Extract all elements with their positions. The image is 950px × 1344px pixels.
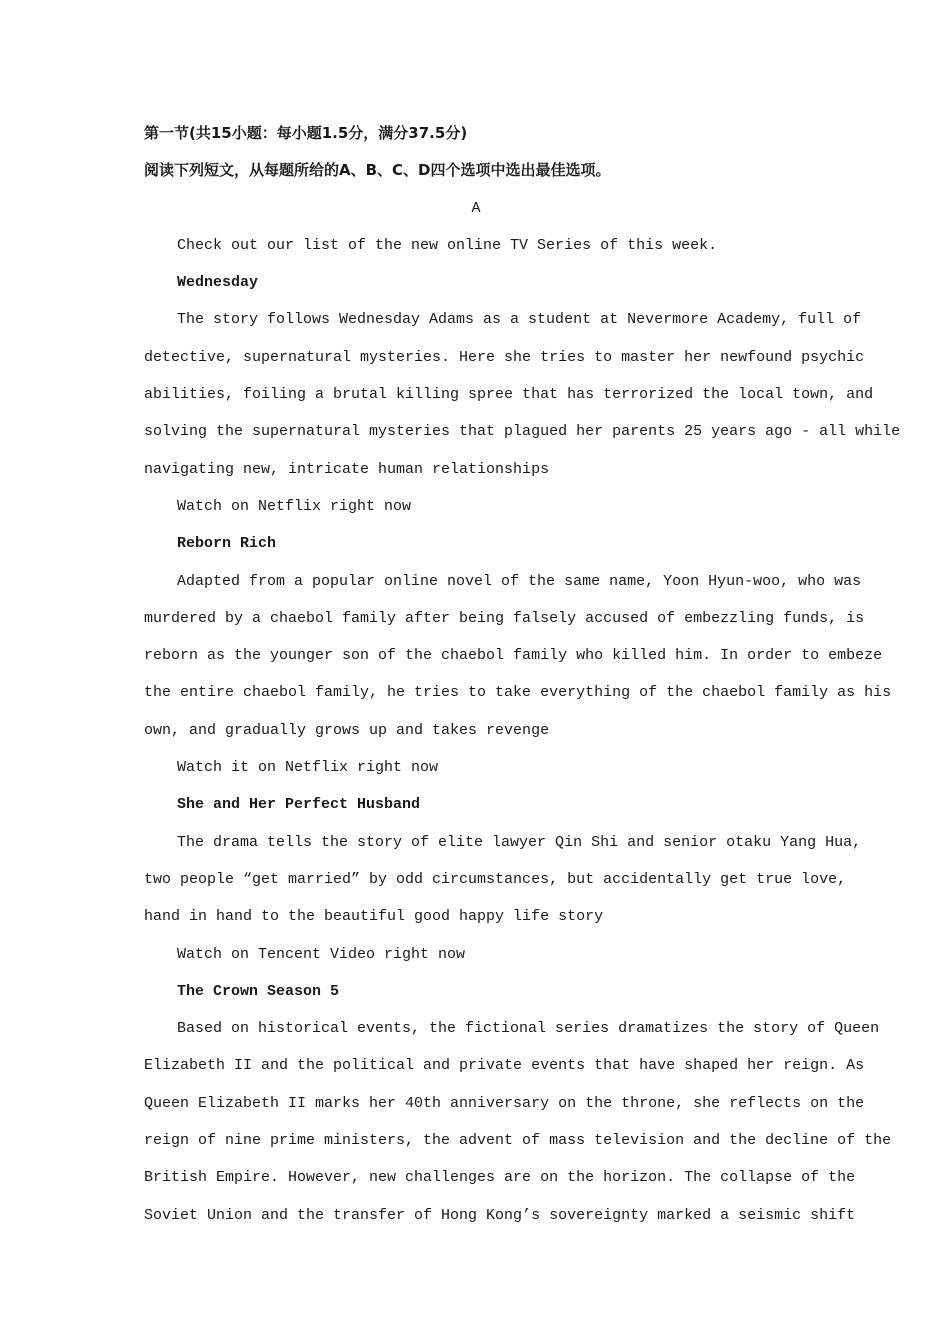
instructions: 阅读下列短文，从每题所给的A、B、C、D四个选项中选出最佳选项。 <box>144 161 611 180</box>
watch-note: Watch it on Netflix right now <box>177 759 439 777</box>
document-page <box>144 115 901 1234</box>
passage-label: A <box>471 199 481 217</box>
show-description-line: Queen Elizabeth II marks her 40th anniversary on the throne, she reflects on the <box>144 1094 865 1112</box>
watch-note: Watch on Netflix right now <box>177 497 412 515</box>
show-description-line: Elizabeth II and the political and private events that have shaped her reign. As <box>144 1057 865 1075</box>
intro-text: Check out our list of the new online TV Series of this week. <box>177 236 718 254</box>
show-description-line: reign of nine prime ministers, the advent of mass television and the decline of the <box>144 1132 892 1150</box>
show-description-line: British Empire. However, new challenges are on the horizon. The collapse of the <box>144 1169 856 1187</box>
show-description-line: detective, supernatural mysteries. Here she tries to master her newfound psychic <box>144 348 865 366</box>
show-description-line: two people “get married” by odd circumstances, but accidentally get true love, <box>144 870 847 888</box>
show-title: Wednesday <box>177 274 259 292</box>
show-description-line: hand in hand to the beautiful good happy life story <box>144 908 604 926</box>
show-description-line: Adapted from a popular online novel of the same name, Yoon Hyun-woo, who was <box>177 572 862 590</box>
show-description-line: abilities, foiling a brutal killing spree that has terrorized the local town, and <box>144 386 874 404</box>
show-title: The Crown Season 5 <box>177 982 340 1000</box>
section-header: 第一节(共15小题：每小题1.5分，满分37.5分) <box>144 124 468 142</box>
show-description-line: Based on historical events, the fictional series dramatizes the story of Queen <box>177 1020 880 1038</box>
show-description-line: The story follows Wednesday Adams as a student at Nevermore Academy, full of <box>177 311 862 329</box>
show-description-line: The drama tells the story of elite lawyer Qin Shi and senior otaku Yang Hua, <box>177 833 862 851</box>
show-description-line: murdered by a chaebol family after being falsely accused of embezzling funds, is <box>144 609 865 627</box>
show-title: She and Her Perfect Husband <box>177 796 421 814</box>
show-description-line: own, and gradually grows up and takes revenge <box>144 721 550 739</box>
show-description-line: Soviet Union and the transfer of Hong Kong’s sovereignty marked a seismic shift <box>144 1206 856 1224</box>
watch-note: Watch on Tencent Video right now <box>177 945 466 963</box>
show-description-line: the entire chaebol family, he tries to take everything of the chaebol family as his <box>144 684 892 702</box>
show-description-line: navigating new, intricate human relationships <box>144 460 550 478</box>
show-title: Reborn Rich <box>177 535 277 553</box>
show-description-line: reborn as the younger son of the chaebol family who killed him. In order to embeze <box>144 647 883 665</box>
show-description-line: solving the supernatural mysteries that plagued her parents 25 years ago - all while <box>144 423 901 441</box>
